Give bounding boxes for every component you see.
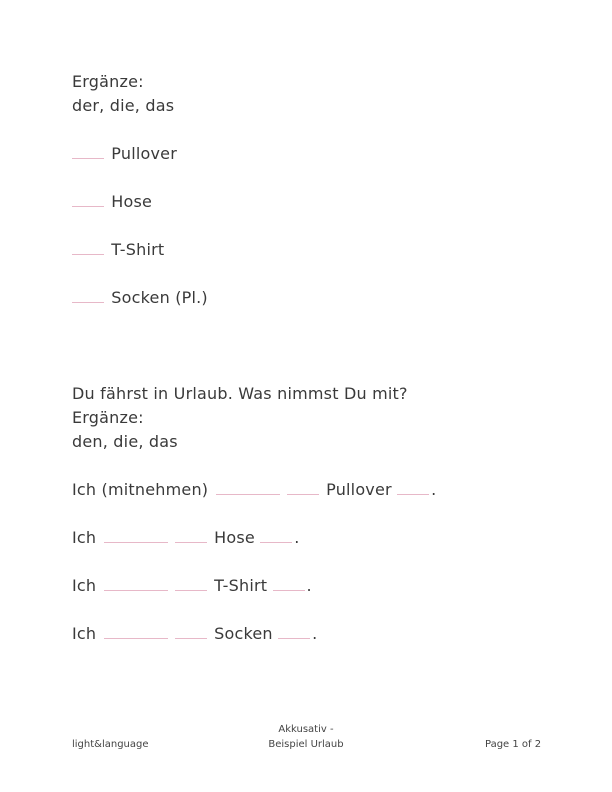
noun-label: Socken (Pl.) [111, 288, 208, 307]
section1-title: Ergänze: [72, 72, 144, 91]
exercise1-item [72, 144, 177, 164]
sentence-start: Ich [72, 528, 97, 547]
article-blank[interactable] [287, 480, 319, 495]
prefix-blank[interactable] [260, 528, 292, 543]
exercise2-sentence [72, 480, 436, 500]
answer-blank[interactable] [72, 240, 104, 255]
footer-brand: light&language [72, 739, 149, 750]
sentence-start: Ich (mitnehmen) [72, 480, 209, 499]
exercise1-item [72, 288, 208, 308]
section1-articles: der, die, das [72, 96, 175, 115]
page-number: Page 1 of 2 [485, 739, 542, 750]
answer-blank[interactable] [72, 288, 104, 303]
sentence-end: . [294, 528, 300, 547]
sentence-end: . [312, 624, 318, 643]
exercise2-sentence [72, 576, 312, 596]
verb-blank[interactable] [104, 528, 168, 543]
article-blank[interactable] [175, 576, 207, 591]
sentence-noun: Socken [214, 624, 273, 643]
sentence-noun: T-Shirt [214, 576, 268, 595]
sentence-end: . [431, 480, 437, 499]
article-blank[interactable] [175, 528, 207, 543]
verb-blank[interactable] [104, 624, 168, 639]
prefix-blank[interactable] [397, 480, 429, 495]
noun-label: Hose [111, 192, 153, 211]
section2-question: Du fährst in Urlaub. Was nimmst Du mit? [72, 384, 408, 403]
section2-title: Ergänze: [72, 408, 144, 427]
sentence-noun: Pullover [326, 480, 392, 499]
sentence-start: Ich [72, 576, 97, 595]
prefix-blank[interactable] [273, 576, 305, 591]
footer-title-line2: Beispiel Urlaub [268, 739, 344, 750]
article-blank[interactable] [175, 624, 207, 639]
noun-label: T-Shirt [111, 240, 165, 259]
verb-blank[interactable] [104, 576, 168, 591]
exercise1-item [72, 240, 164, 260]
answer-blank[interactable] [72, 144, 104, 159]
sentence-end: . [306, 576, 312, 595]
sentence-noun: Hose [214, 528, 255, 547]
noun-label: Pullover [111, 144, 177, 163]
exercise2-sentence [72, 624, 317, 644]
section2-articles: den, die, das [72, 432, 178, 451]
answer-blank[interactable] [72, 192, 104, 207]
footer-title [246, 723, 366, 751]
exercise1-item [72, 192, 152, 212]
verb-blank[interactable] [216, 480, 280, 495]
prefix-blank[interactable] [278, 624, 310, 639]
exercise2-sentence [72, 528, 300, 548]
footer-title-line1: Akkusativ - [278, 724, 334, 735]
sentence-start: Ich [72, 624, 97, 643]
